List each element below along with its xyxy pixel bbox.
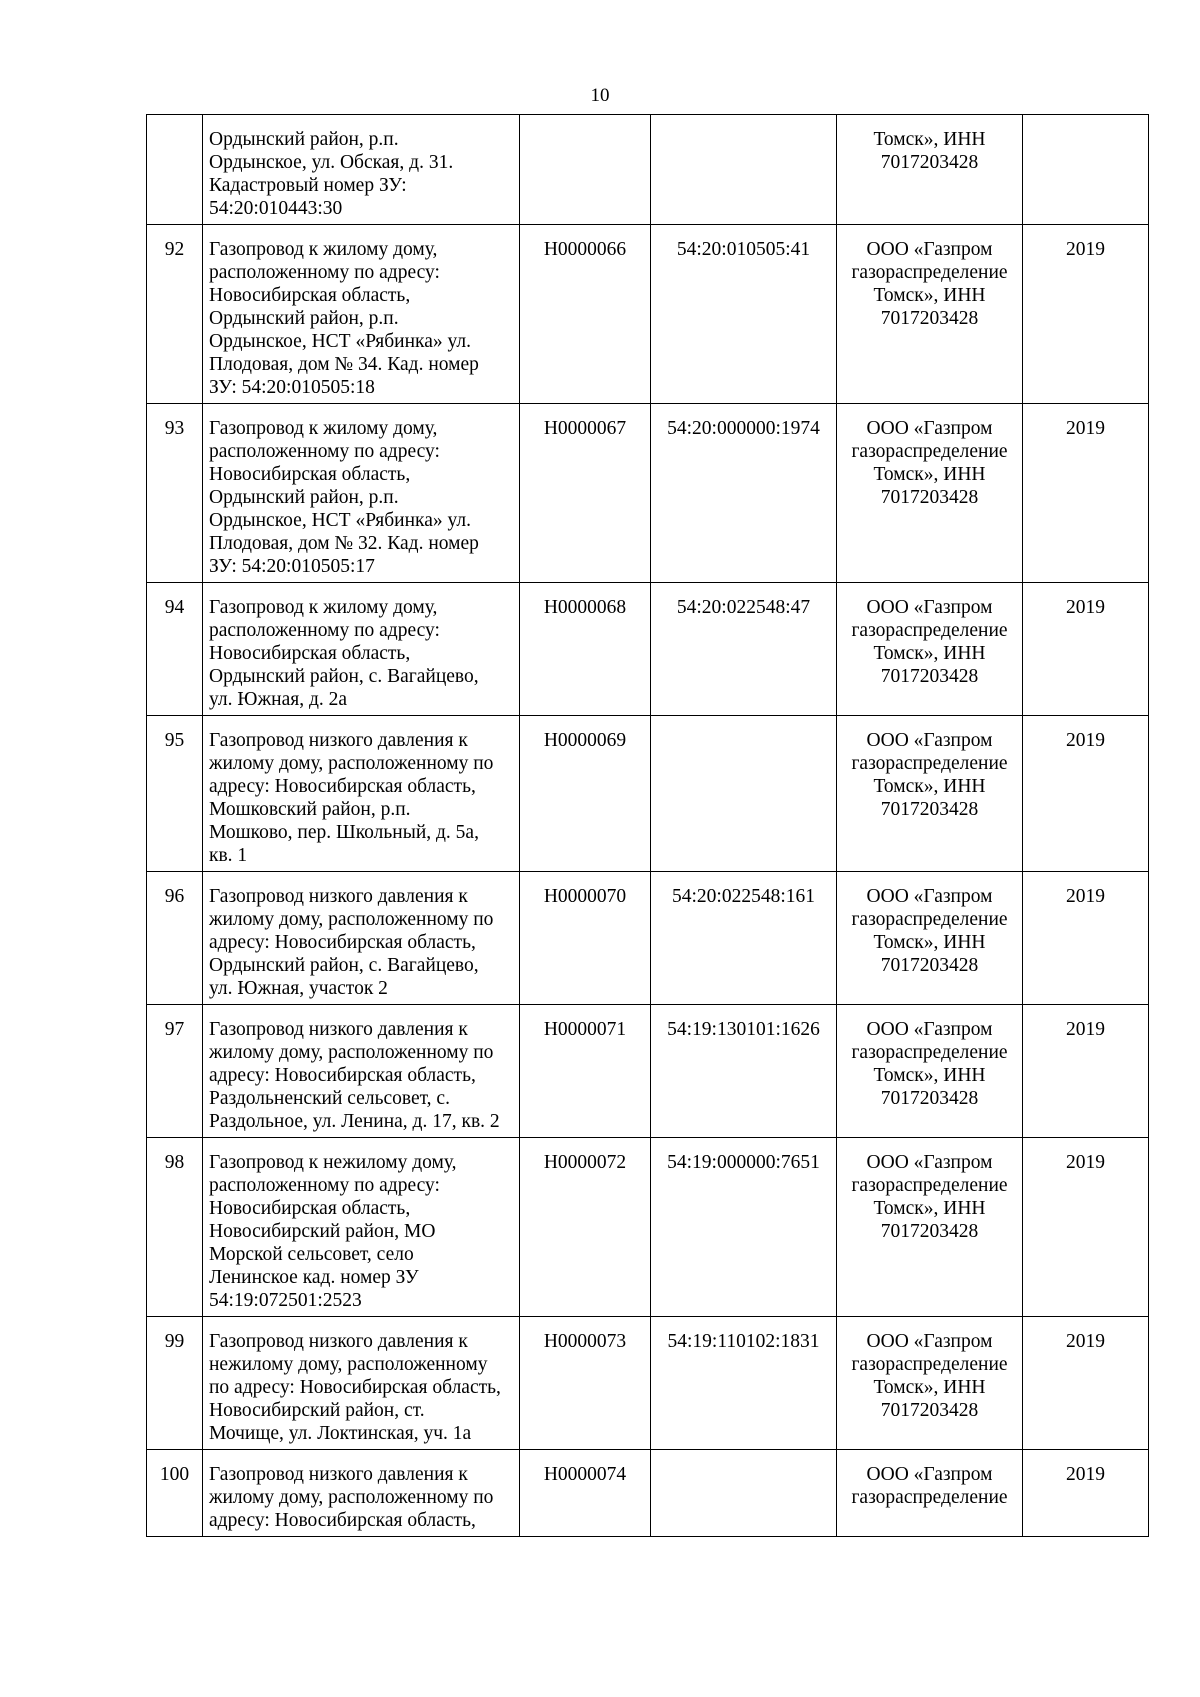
cell-organization-name — [837, 1317, 1023, 1450]
cell-year-value — [1023, 404, 1149, 583]
row-number: 93 — [164, 418, 185, 439]
table-row-continued — [147, 115, 1149, 225]
cell-organization-name — [837, 1005, 1023, 1138]
cadastral-number: 54:20:022548:161 — [671, 886, 815, 907]
organization-name: ООО «Газпром газораспределение Томск», ИНН 7017203428 — [851, 1152, 1008, 1242]
table-row — [147, 1005, 1149, 1138]
cadastral-number: 54:19:110102:1831 — [667, 1331, 820, 1352]
inventory-number: Н0000073 — [543, 1331, 627, 1352]
cell-organization-name — [837, 115, 1023, 225]
cell-year-value — [1023, 225, 1149, 404]
cell-organization-name — [837, 583, 1023, 716]
cell-year-value — [1023, 872, 1149, 1005]
cell-year-value — [1023, 115, 1149, 225]
table-row — [147, 872, 1149, 1005]
organization-name: ООО «Газпром газораспределение Томск», ИНН 7017203428 — [851, 418, 1008, 508]
row-number: 100 — [159, 1464, 190, 1485]
cell-object-description — [203, 583, 520, 716]
cell-object-description — [203, 404, 520, 583]
cell-object-description — [203, 1317, 520, 1450]
inventory-number: Н0000066 — [543, 239, 627, 260]
organization-name: ООО «Газпром газораспределение — [851, 1464, 1008, 1508]
cell-object-description — [203, 115, 520, 225]
year-value: 2019 — [1066, 886, 1105, 907]
cell-year-value — [1023, 1005, 1149, 1138]
table-row — [147, 404, 1149, 583]
object-description: Газопровод низкого давления к жилому дому, расположенному по адресу: Новосибирская область, Ордынский район, с. Вагайцево, ул. Южная, участок 2 — [209, 886, 494, 999]
cell-inventory-number — [520, 716, 651, 872]
organization-name: ООО «Газпром газораспределение Томск», ИНН 7017203428 — [851, 1019, 1008, 1109]
row-number: 98 — [164, 1152, 185, 1173]
object-description: Газопровод к жилому дому, расположенному по адресу: Новосибирская область, Ордынский район, с. Вагайцево, ул. Южная, д. 2а — [209, 597, 479, 710]
cell-year-value — [1023, 1450, 1149, 1537]
inventory-number: Н0000074 — [543, 1464, 627, 1485]
cell-inventory-number — [520, 404, 651, 583]
row-number: 99 — [164, 1331, 185, 1352]
table-row — [147, 1317, 1149, 1450]
organization-name: Томск», ИНН 7017203428 — [873, 129, 986, 173]
cell-inventory-number — [520, 1138, 651, 1317]
cell-cadastral-number — [651, 225, 837, 404]
table-row — [147, 225, 1149, 404]
object-description: Газопровод низкого давления к жилому дому, расположенному по адресу: Новосибирская область, Мошковский район, р.п. Мошково, пер. Школьный, д. 5а, кв. 1 — [209, 730, 494, 866]
cell-row-number — [147, 1005, 203, 1138]
cadastral-number: 54:20:000000:1974 — [667, 418, 820, 439]
registry-table — [146, 114, 1149, 1537]
cell-cadastral-number — [651, 1317, 837, 1450]
table-row — [147, 1450, 1149, 1537]
cell-object-description — [203, 1138, 520, 1317]
cell-row-number — [147, 1317, 203, 1450]
page-number: 10 — [590, 85, 610, 106]
cell-row-number — [147, 1138, 203, 1317]
table-row — [147, 716, 1149, 872]
cadastral-number: 54:20:022548:47 — [676, 597, 811, 618]
cell-object-description — [203, 1450, 520, 1537]
cell-organization-name — [837, 872, 1023, 1005]
inventory-number: Н0000067 — [543, 418, 627, 439]
cell-cadastral-number — [651, 716, 837, 872]
cell-inventory-number — [520, 1317, 651, 1450]
cell-organization-name — [837, 404, 1023, 583]
cadastral-number: 54:19:000000:7651 — [667, 1152, 820, 1173]
row-number: 92 — [164, 239, 185, 260]
cell-cadastral-number — [651, 115, 837, 225]
cell-cadastral-number — [651, 872, 837, 1005]
cell-inventory-number — [520, 583, 651, 716]
registry-table-body — [147, 115, 1149, 1537]
year-value: 2019 — [1066, 1464, 1105, 1485]
row-number: 95 — [164, 730, 185, 751]
cell-inventory-number — [520, 115, 651, 225]
cell-row-number — [147, 716, 203, 872]
cell-object-description — [203, 1005, 520, 1138]
cell-inventory-number — [520, 872, 651, 1005]
organization-name: ООО «Газпром газораспределение Томск», ИНН 7017203428 — [851, 239, 1008, 329]
cell-organization-name — [837, 1450, 1023, 1537]
inventory-number: Н0000071 — [543, 1019, 627, 1040]
cell-row-number — [147, 583, 203, 716]
cell-inventory-number — [520, 225, 651, 404]
cell-organization-name — [837, 1138, 1023, 1317]
cell-object-description — [203, 716, 520, 872]
row-number: 94 — [164, 597, 185, 618]
cell-year-value — [1023, 1138, 1149, 1317]
object-description: Ордынский район, р.п. Ордынское, ул. Обская, д. 31. Кадастровый номер ЗУ: 54:20:010443:30 — [209, 129, 454, 219]
cell-row-number — [147, 404, 203, 583]
organization-name: ООО «Газпром газораспределение Томск», ИНН 7017203428 — [851, 730, 1008, 820]
year-value: 2019 — [1066, 1331, 1105, 1352]
cell-year-value — [1023, 583, 1149, 716]
cell-row-number — [147, 872, 203, 1005]
object-description: Газопровод низкого давления к жилому дому, расположенному по адресу: Новосибирская область, — [209, 1464, 494, 1531]
object-description: Газопровод низкого давления к нежилому дому, расположенному по адресу: Новосибирская область, Новосибирский район, ст. Мочище, ул. Локтинская, уч. 1а — [209, 1331, 501, 1444]
inventory-number: Н0000070 — [543, 886, 627, 907]
cadastral-number: 54:20:010505:41 — [676, 239, 811, 260]
year-value: 2019 — [1066, 597, 1105, 618]
cell-object-description — [203, 225, 520, 404]
cell-cadastral-number — [651, 404, 837, 583]
table-row — [147, 583, 1149, 716]
cadastral-number: 54:19:130101:1626 — [667, 1019, 820, 1040]
cell-object-description — [203, 872, 520, 1005]
year-value: 2019 — [1066, 1019, 1105, 1040]
cell-cadastral-number — [651, 1005, 837, 1138]
year-value: 2019 — [1066, 1152, 1105, 1173]
cell-organization-name — [837, 225, 1023, 404]
row-number: 97 — [164, 1019, 185, 1040]
inventory-number: Н0000072 — [543, 1152, 627, 1173]
cell-cadastral-number — [651, 1450, 837, 1537]
cell-row-number — [147, 115, 203, 225]
cell-inventory-number — [520, 1450, 651, 1537]
year-value: 2019 — [1066, 239, 1105, 260]
table-row — [147, 1138, 1149, 1317]
cell-row-number — [147, 1450, 203, 1537]
object-description: Газопровод низкого давления к жилому дому, расположенному по адресу: Новосибирская область, Раздольненский сельсовет, с. Раздольное, ул. Ленина, д. 17, кв. 2 — [209, 1019, 500, 1132]
cell-year-value — [1023, 716, 1149, 872]
year-value: 2019 — [1066, 730, 1105, 751]
object-description: Газопровод к жилому дому, расположенному по адресу: Новосибирская область, Ордынский район, р.п. Ордынское, НСТ «Рябинка» ул. Плодовая, дом № 34. Кад. номер ЗУ: 54:20:010505:18 — [209, 239, 479, 398]
inventory-number: Н0000068 — [543, 597, 627, 618]
object-description: Газопровод к жилому дому, расположенному по адресу: Новосибирская область, Ордынский район, р.п. Ордынское, НСТ «Рябинка» ул. Плодовая, дом № 32. Кад. номер ЗУ: 54:20:010505:17 — [209, 418, 479, 577]
row-number: 96 — [164, 886, 185, 907]
organization-name: ООО «Газпром газораспределение Томск», ИНН 7017203428 — [851, 1331, 1008, 1421]
year-value: 2019 — [1066, 418, 1105, 439]
inventory-number: Н0000069 — [543, 730, 627, 751]
cell-inventory-number — [520, 1005, 651, 1138]
organization-name: ООО «Газпром газораспределение Томск», ИНН 7017203428 — [851, 597, 1008, 687]
cell-organization-name — [837, 716, 1023, 872]
cell-cadastral-number — [651, 1138, 837, 1317]
organization-name: ООО «Газпром газораспределение Томск», ИНН 7017203428 — [851, 886, 1008, 976]
cell-row-number — [147, 225, 203, 404]
object-description: Газопровод к нежилому дому, расположенному по адресу: Новосибирская область, Новосибирский район, МО Морской сельсовет, село Ленинское кад. номер ЗУ 54:19:072501:2523 — [209, 1152, 457, 1311]
cell-cadastral-number — [651, 583, 837, 716]
cell-year-value — [1023, 1317, 1149, 1450]
